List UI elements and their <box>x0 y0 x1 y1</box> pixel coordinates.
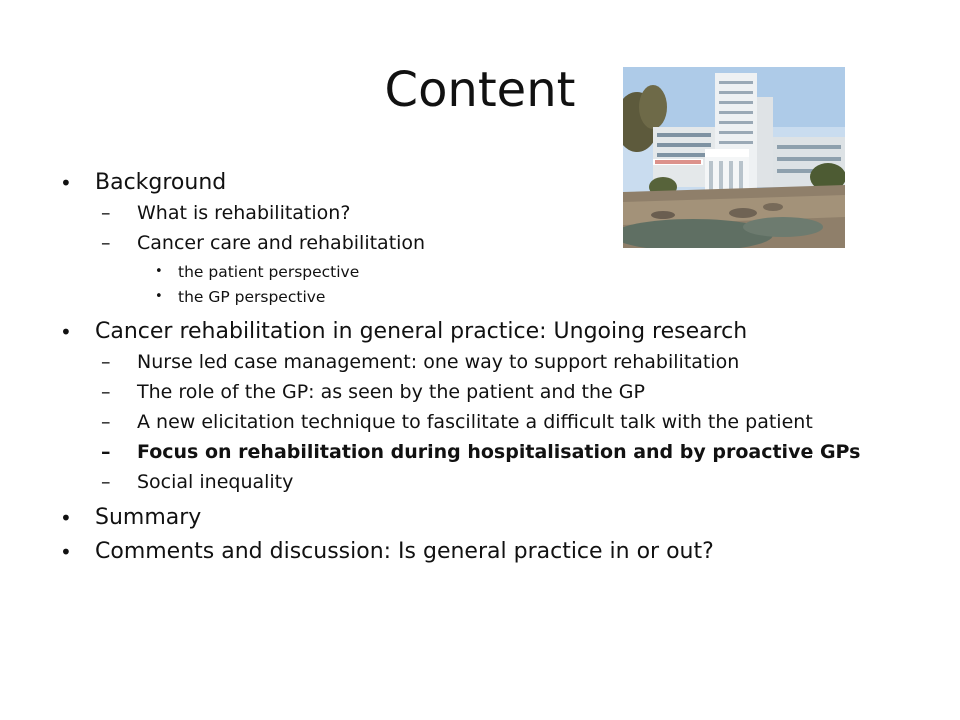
bullet-text: Comments and discussion: Is general practice in or out? <box>95 539 714 564</box>
bullet-list <box>58 168 918 571</box>
sub-bullet-text: Social inequality <box>137 471 294 493</box>
sub-bullet-text: The role of the GP: as seen by the patient and the GP <box>137 381 645 403</box>
bullet-comments <box>58 537 918 567</box>
sub-bullet-text: A new elicitation technique to fascilitate a difficult talk with the patient <box>137 411 813 433</box>
sub-sub-bullet-text: the GP perspective <box>178 288 326 306</box>
slide-title: Content <box>384 62 576 118</box>
sub-bullet-text: Nurse led case management: one way to support rehabilitation <box>137 351 740 373</box>
bullet-dot-icon: • <box>155 264 163 279</box>
dash-icon: – <box>101 471 111 493</box>
bullet-text: Background <box>95 170 227 195</box>
sub-bullet-text: Focus on rehabilitation during hospitalisation and by proactive GPs <box>137 441 861 463</box>
bullet-dot-icon: • <box>60 506 72 530</box>
dash-icon: – <box>101 441 111 463</box>
bullet-dot-icon: • <box>60 320 72 344</box>
dash-icon: – <box>101 411 111 433</box>
sub-sub-bullet-text: the patient perspective <box>178 263 360 281</box>
dash-icon: – <box>101 232 111 254</box>
bullet-dot-icon: • <box>60 540 72 564</box>
sub-sub-bullet-patient <box>58 262 918 282</box>
bullet-background <box>58 168 918 198</box>
sub-bullet-cancer-care <box>58 232 918 254</box>
bullet-text: Cancer rehabilitation in general practice: Ungoing research <box>95 319 748 344</box>
sub-bullet-social-inequality <box>58 471 918 493</box>
bullet-dot-icon: • <box>155 289 163 304</box>
sub-bullet-focus <box>58 441 918 463</box>
sub-sub-bullet-gp <box>58 287 918 307</box>
sub-bullet-nurse-led <box>58 351 918 373</box>
dash-icon: – <box>101 202 111 224</box>
dash-icon: – <box>101 351 111 373</box>
sub-bullet-elicitation <box>58 411 918 433</box>
sub-bullet-text: Cancer care and rehabilitation <box>137 232 426 254</box>
dash-icon: – <box>101 381 111 403</box>
bullet-summary <box>58 503 918 533</box>
sub-bullet-what-is-rehab <box>58 202 918 224</box>
bullet-dot-icon: • <box>60 171 72 195</box>
sub-bullet-role-of-gp <box>58 381 918 403</box>
bullet-cancer-rehab <box>58 317 918 347</box>
bullet-text: Summary <box>95 505 202 530</box>
sub-bullet-text: What is rehabilitation? <box>137 202 351 224</box>
